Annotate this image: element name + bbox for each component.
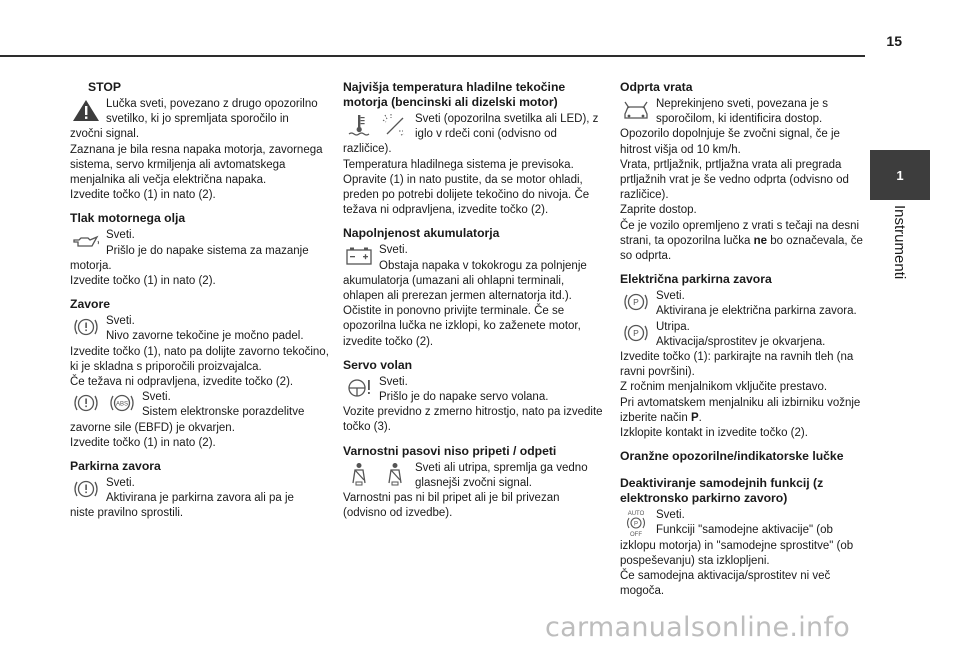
brakes-line1: Sveti. Nivo zavorne tekočine je močno padel. — [106, 315, 304, 343]
section-stop — [70, 80, 330, 203]
epb-line1: Sveti. Aktivirana je električna parkirna zavora. — [656, 290, 857, 318]
section-title: Parkirna zavora — [70, 459, 161, 474]
seatbelt-icon — [343, 461, 375, 487]
brake-warning-icon — [70, 390, 102, 416]
section-battery — [343, 226, 603, 349]
section-orange — [620, 449, 865, 464]
section-title: Tlak motornega olja — [70, 211, 186, 226]
abs-icon — [106, 390, 138, 416]
coolant-text: različice). Temperatura hladilnega sistema je previsoka. Opravite (1) in nato pustite, da se motor ohladi, preden po potrebi dolijete tekočino do nivoja. Če težava ni odpravljena, izvedite točko (2). — [343, 143, 590, 217]
door-open-icon — [620, 97, 652, 123]
column-1 — [70, 80, 330, 530]
section-title: Oranžne opozorilne/indikatorske lučke — [620, 449, 844, 464]
parking-brake-icon — [620, 289, 652, 315]
svg-text:ABS: ABS — [115, 401, 129, 408]
epb-text-3: Izklopite kontakt in izvedite točko (2). — [620, 427, 808, 440]
battery-line1: Sveti. Obstaja napaka v tokokrogu za polnjenje — [379, 244, 587, 272]
section-title: Varnostni pasovi niso pripeti / odpeti — [343, 443, 557, 458]
belts-text: Varnostni pas ni bil pripet ali je bil privezan (odvisno od izvedbe). — [343, 492, 560, 520]
section-auto — [620, 476, 865, 599]
epb-line2: Utripa. Aktivacija/sprostitev je okvarjena. — [656, 320, 826, 348]
auto-line1: Sveti. Funkciji "samodejne aktivacije" (ob — [656, 509, 833, 537]
svg-text:AUTO: AUTO — [627, 511, 645, 518]
column-3 — [620, 80, 865, 607]
brakes-text2: zavorne sile (EBFD) je okvarjen. Izvedite točko (1) in nato (2). — [70, 421, 235, 449]
section-title: Električna parkirna zavora — [620, 272, 772, 287]
auto-off-icon — [620, 508, 652, 538]
steering-line1: Sveti. Prišlo je do napake servo volana. — [379, 375, 549, 404]
oil-text: motorja. Izvedite točko (1) in nato (2). — [70, 259, 216, 288]
section-epb — [620, 272, 865, 441]
column-2 — [343, 80, 603, 529]
belts-line1: Sveti ali utripa, spremlja ga vedno glasnejši zvočni signal. — [415, 461, 588, 489]
section-belts — [343, 444, 603, 522]
svg-text:P: P — [633, 297, 639, 308]
brakes-line2: Sveti. Sistem elektronske porazdelitve — [142, 391, 305, 419]
door-text-2: Če je vozilo opremljeno z vrati s tečaji na desni strani, ta opozorilna lučka ne bo označevala, če so odprta. — [620, 219, 863, 263]
section-title: Odprta vrata — [620, 80, 693, 94]
section-parking — [70, 459, 330, 522]
brakes-text: Izvedite točko (1), nato pa dolijte zavorno tekočino, ki je skladna s priporočili proizvajalca. Če težava ni odpravljena, izvedite točko (2). — [70, 345, 329, 389]
section-title: Deaktiviranje samodejnih funkcij (z elektronsko parkirno zavoro) — [620, 476, 824, 506]
steering-text: Vozite previdno z zmerno hitrostjo, nato pa izvedite točko (3). — [343, 406, 603, 434]
parking-brake-icon — [620, 320, 652, 346]
page-number: 15 — [886, 33, 902, 49]
door-text: Opozorilo dopolnjuje še zvočni signal, če je hitrost višja od 10 km/h. Vrata, prtljažnik, prtljažna vrata ali pregrada prtljažnih vrat je še vedno odprta (odvisno od različice). Zaprite dostop. — [620, 128, 849, 217]
svg-text:P: P — [633, 521, 639, 528]
oil-can-icon — [70, 228, 102, 254]
steering-warning-icon — [343, 375, 375, 401]
auto-text: izklopu motorja) in "samodejne sprostitve" (ob pospeševanju) sta izklopljeni. Če samodejna aktivacija/sprostitev ni več mogoča. — [620, 539, 854, 598]
seatbelt-icon — [379, 461, 411, 487]
svg-text:P: P — [633, 327, 639, 338]
gauge-needle-icon — [379, 112, 411, 138]
epb-text: Izvedite točko (1): parkirajte na ravnih tleh (na ravni površini). Z ročnim menjalnikom vključite prestavo. — [620, 351, 854, 394]
parking-line1: Sveti. Aktivirana je parkirna zavora ali pa je — [106, 477, 294, 505]
section-steering — [343, 358, 603, 436]
warning-triangle-icon — [70, 97, 102, 123]
door-line1: Neprekinjeno sveti, povezana je s sporočilom, ki identificira dostop. — [656, 98, 828, 126]
stop-text: zvočni signal. Zaznana je bila resna napaka motorja, zavornega sistema, servo krmiljenja ali avtomatskega menjalnika ali večja električna napaka. Izvedite točko (1) in nato (2). — [70, 128, 323, 202]
svg-text:OFF: OFF — [630, 532, 642, 539]
brake-warning-icon — [70, 476, 102, 502]
section-door — [620, 80, 865, 264]
watermark: carmanualsonline.info — [545, 612, 851, 643]
section-title: Zavore — [70, 297, 110, 312]
oil-line1: Sveti. Prišlo je do napake sistema za mazanje — [106, 229, 309, 257]
section-title: Napolnjenost akumulatorja — [343, 226, 500, 241]
parking-text: niste pravilno sprostili. — [70, 507, 184, 520]
battery-text: akumulatorja (umazani ali ohlapni terminali, ohlapen ali prerezan jermen alternatorja itd.). Očistite in ponovno privijte terminale. Če se opozorilna lučka ne izklopi, ko zaženete motor, izvedite točko (2). — [343, 274, 581, 348]
epb-text-2: Pri avtomatskem menjalniku ali izbirniku vožnje izberite način P. — [620, 396, 861, 424]
chapter-title: Instrumenti — [891, 205, 908, 280]
section-title: Najvišja temperatura hladilne tekočine motorja (bencinski ali dizelski motor) — [343, 80, 566, 109]
top-rule — [0, 55, 865, 57]
section-coolant — [343, 80, 603, 218]
coolant-line1: Sveti (opozorilna svetilka ali LED), z iglo v rdeči coni (odvisno od — [415, 113, 599, 141]
coolant-temperature-icon — [343, 112, 375, 138]
section-title: STOP — [88, 80, 121, 94]
chapter-tab[interactable]: 1 — [870, 150, 930, 200]
stop-line1: Lučka sveti, povezano z drugo opozorilno svetilko, ki jo spremljata sporočilo in — [106, 98, 318, 126]
brake-warning-icon — [70, 314, 102, 340]
section-title: Servo volan — [343, 357, 413, 372]
battery-icon — [343, 243, 375, 269]
section-brakes — [70, 297, 330, 451]
chapter-label — [890, 205, 910, 325]
section-oil — [70, 211, 330, 289]
